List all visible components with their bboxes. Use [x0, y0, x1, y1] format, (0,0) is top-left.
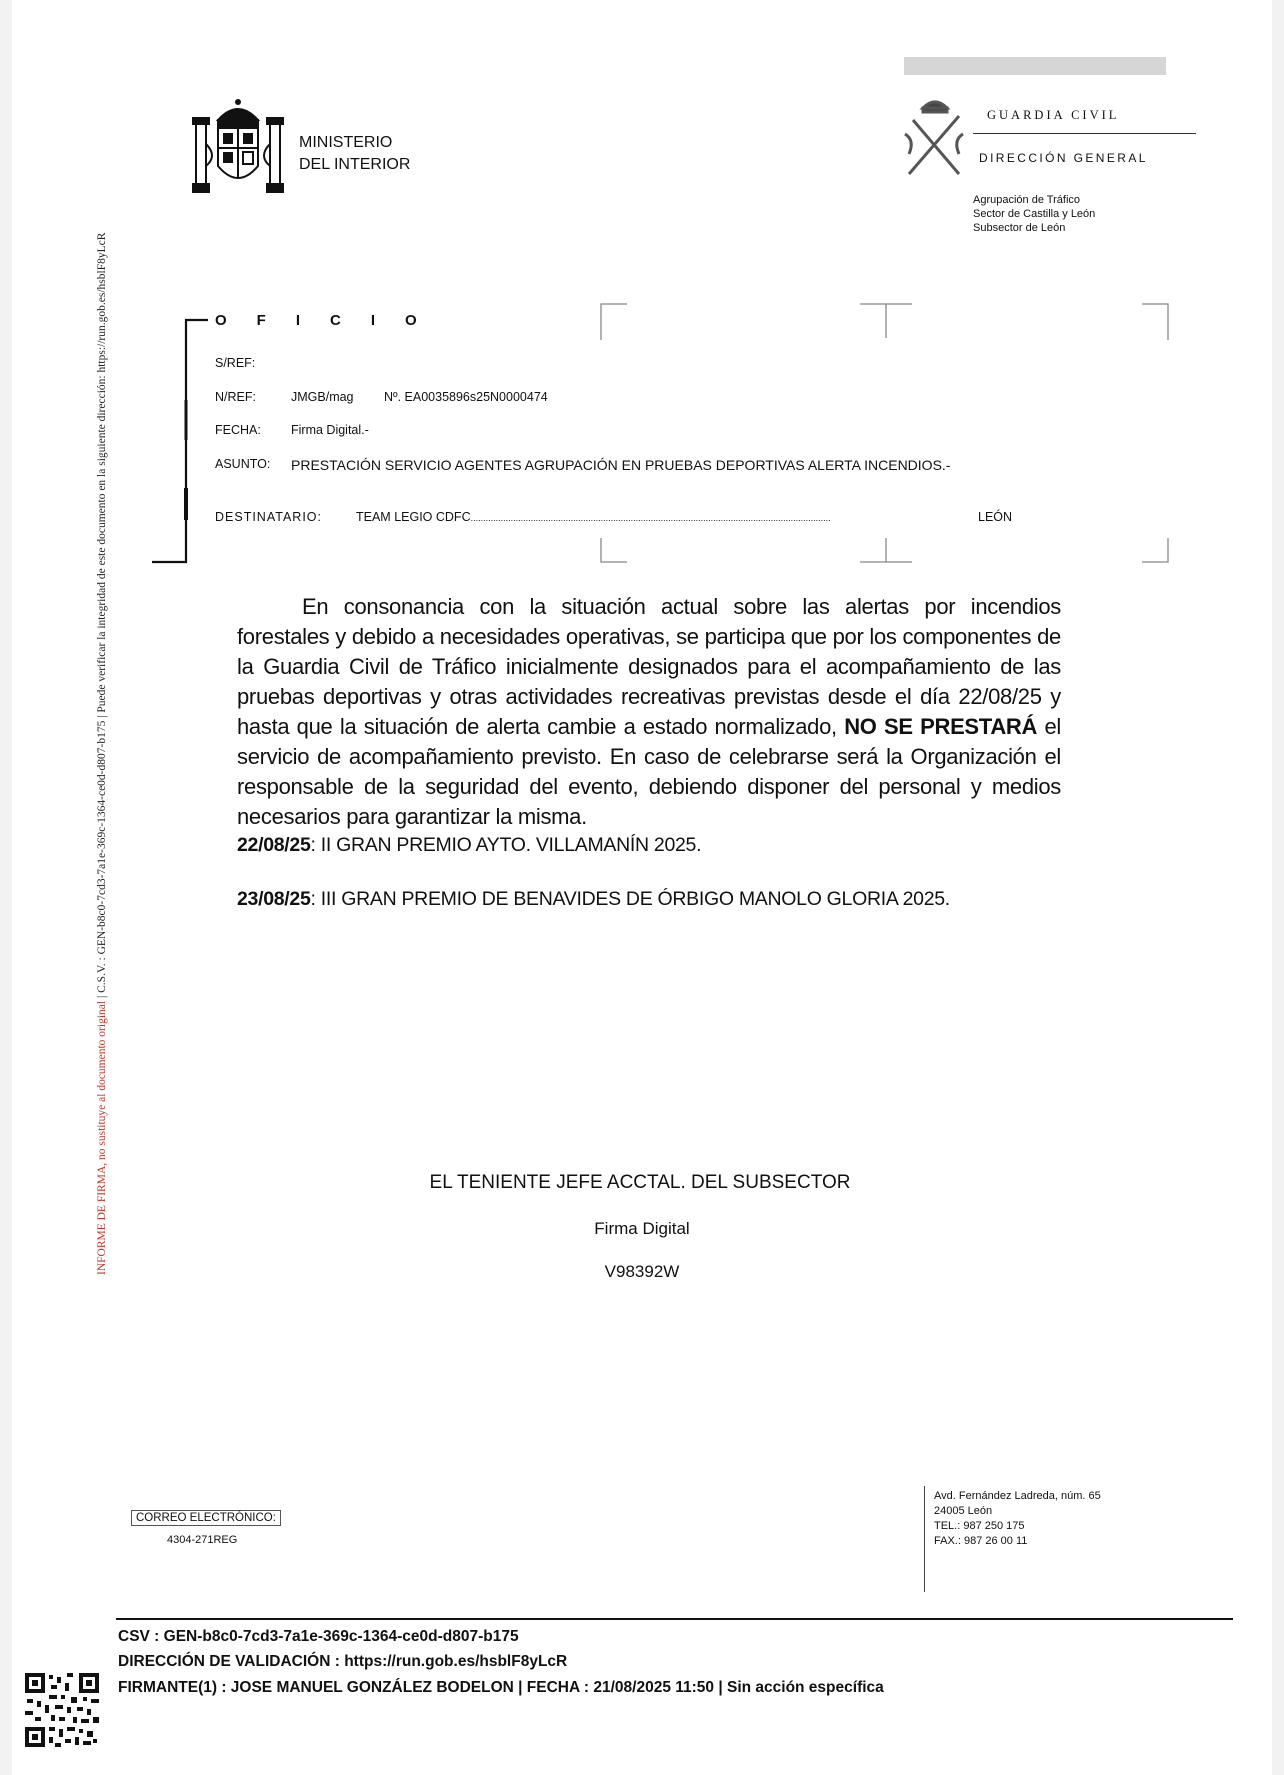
signer-info: FIRMANTE(1) : JOSE MANUEL GONZÁLEZ BODELON | FECHA : 21/08/2025 11:50 | Sin acción específica	[118, 1679, 884, 1696]
header-divider	[973, 133, 1196, 134]
address-divider	[924, 1486, 925, 1592]
side-verification-stamp	[96, 233, 108, 1275]
body-text-1: En consonancia con la situación actual sobre las alertas por incendios forestales y debido a necesidades operativas, se participa que por los componentes de la Guardia Civil de Tráfico inicialmente designados para el acompañamiento de las pruebas deportivas y otras actividades recreativas previstas desde el día 22/08/25 y hasta que la situación de alerta cambie a estado normalizado,	[237, 594, 1061, 739]
nref-number: Nº. EA0035896s25N0000474	[384, 390, 548, 404]
destinatario-dots: ................................................................................................................................................	[470, 513, 831, 523]
ministry-line-1: MINISTERIO	[299, 134, 393, 151]
csv-code: CSV : GEN-b8c0-7cd3-7a1e-369c-1364-ce0d-d807-b175	[118, 1628, 519, 1645]
direccion-general-label: DIRECCIÓN GENERAL	[979, 151, 1148, 165]
event-date: 22/08/25	[237, 834, 311, 856]
guardia-civil-emblem-icon	[903, 94, 967, 180]
asunto-value: PRESTACIÓN SERVICIO AGENTES AGRUPACIÓN EN PRUEBAS DEPORTIVAS ALERTA INCENDIOS.-	[291, 457, 951, 473]
event-item-1	[237, 834, 701, 857]
sref-label: S/REF:	[215, 356, 256, 370]
ministry-line-2: DEL INTERIOR	[299, 156, 411, 173]
nref-label: N/REF:	[215, 390, 256, 404]
unit-line-1: Agrupación de Tráfico	[973, 194, 1081, 206]
destinatario-label: DESTINATARIO:	[215, 510, 322, 524]
validation-url[interactable]: DIRECCIÓN DE VALIDACIÓN : https://run.gob.es/hsblF8yLcR	[118, 1653, 568, 1670]
fecha-label: FECHA:	[215, 423, 261, 437]
guardia-civil-title: GUARDIA CIVIL	[987, 108, 1120, 122]
fecha-value: Firma Digital.-	[291, 423, 369, 437]
signature-code: V98392W	[604, 1262, 680, 1281]
destinatario-line	[356, 510, 1012, 524]
address-city: 24005 León	[934, 1505, 993, 1517]
address-street: Avd. Fernández Ladreda, núm. 65	[934, 1490, 1101, 1502]
stamp-csv-text: | C.S.V. : GEN-b8c0-7cd3-7a1e-369c-1364-ce0d-d807-b175 | Puede verificar la integridad de este documento en la siguiente dirección: https://run.gob.es/hsblF8yLcR	[96, 232, 108, 1001]
stamp-red-text: INFORME DE FIRMA, no sustituye al documento original	[96, 1000, 108, 1275]
signature-firma: Firma Digital	[594, 1219, 690, 1238]
validation-rule	[116, 1618, 1233, 1620]
body-bold-text: NO SE PRESTARÁ	[844, 714, 1038, 739]
body-paragraph	[237, 592, 1061, 832]
address-fax: FAX.: 987 26 00 11	[934, 1535, 1028, 1547]
destinatario-city: LEÓN	[978, 510, 1013, 524]
asunto-label: ASUNTO:	[215, 457, 271, 471]
address-phone: TEL.: 987 250 175	[934, 1520, 1025, 1532]
event-date: 23/08/25	[237, 888, 311, 910]
nref-value: JMGB/mag	[291, 390, 354, 404]
address-block	[934, 1489, 1101, 1549]
unit-line-3: Subsector de León	[973, 222, 1066, 234]
event-item-2	[237, 888, 950, 911]
oficio-title: OFICIO	[215, 312, 447, 329]
email-label: CORREO ELECTRÓNICO:	[131, 1510, 281, 1526]
ministry-name	[299, 132, 410, 176]
destinatario-value: TEAM LEGIO CDFC	[356, 510, 471, 524]
body-text-2: el servicio de acompañamiento previsto. En caso de celebrarse será la Organización el responsable de la seguridad del evento, debiendo disponer del personal y medios necesarios para garantizar la misma.	[237, 714, 1061, 829]
event-name: : III GRAN PREMIO DE BENAVIDES DE ÓRBIGO MANOLO GLORIA 2025.	[310, 888, 950, 910]
qr-code-icon	[25, 1673, 99, 1747]
unit-line-2: Sector de Castilla y León	[973, 208, 1096, 220]
signature-title: EL TENIENTE JEFE ACCTAL. DEL SUBSECTOR	[429, 1172, 851, 1193]
event-name: : II GRAN PREMIO AYTO. VILLAMANÍN 2025.	[310, 834, 702, 856]
email-value: 4304-271REG	[167, 1534, 238, 1546]
header-gray-bar	[904, 57, 1166, 75]
spain-coat-of-arms-icon	[188, 94, 288, 210]
unit-block	[973, 193, 1095, 235]
